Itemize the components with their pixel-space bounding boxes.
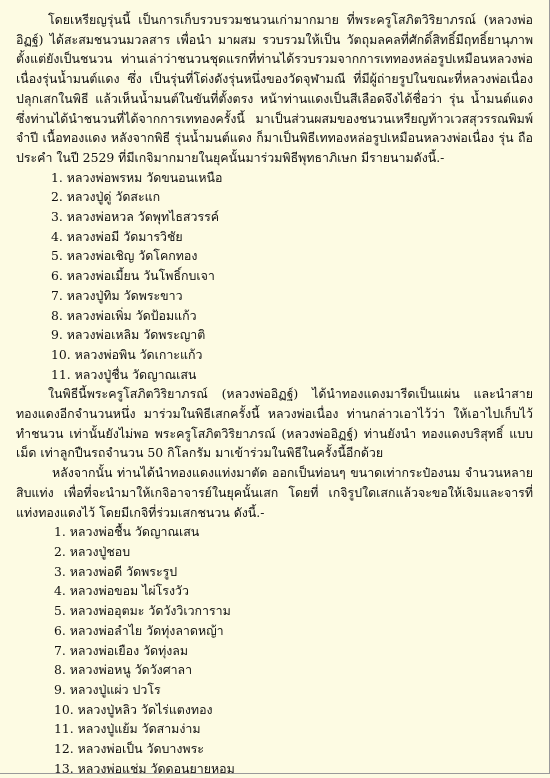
chanuan-blessing-monk-list bbox=[16, 522, 533, 778]
list-item: 7. หลวงพ่อเยือง วัดทุ่งลม bbox=[54, 642, 189, 658]
list-item: 6. หลวงพ่อเมี้ยน วันโพธิ์กบเจา bbox=[51, 268, 215, 284]
list-item: 5. หลวงพ่อเชิญ วัดโคกทอง bbox=[51, 248, 198, 264]
intro-paragraph: โดยเหรียญรุ่นนี้ เป็นการเก็บรวบรวมชนวนเก่ามากมาย ที่พระครูโสภิตวิริยาภรณ์ (หลวงพ่ออิฏฐ์) ได้สะสมชนวนมวลสาร เพื่อนำ มาผสม รวบรวมให้เป็น วัตถุมลคลที่ศักดิ์สิทธิ์มีฤทธิ์ยานุภาพตั้งแต่ยังเป็นชนวน ท่านเล่าว่าชนวนชุดแรกที่ท่านได้รวบรวมจากการเททองหล่อรูปเหมือนหลวงพ่อเนื่องรุ่นน้ำมนต์แดง ซึ่ง เป็นรุ่นที่โด่งดังรุ่นหนึ่งของวัดจุฬามณี ที่มีผู้ถ่ายรูปในขณะที่หลวงพ่อเนื่องปลุกเสกในพิธี แล้วเห็นน้ำมนต์ในขันที่ตั้งตรง หน้าท่านแดงเป็นสีเลือดจึงได้ชื่อว่า รุ่น น้ำมนต์แดง ซึ่งท่านได้นำชนวนที่ได้จากการเททองครั้งนี้ มาเป็นส่วนผสมของชนวนเหรียญท้าวเวสสุวรรณพิมพ์จำปี เนื้อทองแดง หลังจากพิธี รุ่นน้ำมนต์แดง ก็มาเป็นพิธีเททองหล่อรูปเหมือนหลวงพ่อเนื่อง รุ่น ถือประคำ ในปี 2529 ที่มีเกจิมากมายในยุคนั้นมาร่วมพิธีพุทธาภิเษก มีรายนามดังนี้.- bbox=[16, 12, 533, 165]
list-item: 2. หลวงปู่ดู่ วัดสะแก bbox=[51, 189, 161, 205]
list-item: 3. หลวงพ่อดี วัดพระรูป bbox=[54, 563, 178, 579]
copper-offering-paragraph: ในพิธีนี้พระครูโสภิตวิริยาภรณ์ (หลวงพ่ออิฏฐ์) ได้นำทองแดงมารีดเป็นแผ่น และนำสายทองแดงอีกจำนวนหนึ่ง มาร่วมในพิธีเสกครั้งนี้ หลวงพ่อเนื่อง ท่านกล่าวเอาไว้ว่า ให้เอาไปเก็บไว้ ทำชนวน เท่านั้นยังไม่พอ พระครูโสภิตวิริยาภรณ์ (หลวงพ่ออิฏฐ์) ท่านยังนำ ทองแดงบริสุทธิ์ แบบเม็ด เท่าลูกปืนรถจำนวน 50 กิโลกรัม มาเข้าร่วมในพิธีในครั้งนี้อีกด้วย bbox=[16, 386, 533, 461]
list-item: 11. หลวงปู่แย้ม วัดสามง่าม bbox=[54, 721, 201, 737]
list-item: 4. หลวงพ่อขอม ไผ่โรงวัว bbox=[54, 583, 189, 599]
first-ceremony-monk-list bbox=[16, 168, 533, 385]
list-item: 2. หลวงปู่ชอบ bbox=[54, 543, 131, 559]
list-item: 10. หลวงปู่หลิว วัดไร่แตงทอง bbox=[54, 701, 213, 717]
list-item: 8. หลวงพ่อเพิ่ม วัดป้อมแก้ว bbox=[51, 307, 197, 323]
list-item: 10. หลวงพ่อพิน วัดเกาะแก้ว bbox=[51, 346, 203, 362]
list-item: 9. หลวงพ่อเหลิม วัดพระญาติ bbox=[51, 327, 206, 343]
list-item: 3. หลวงพ่อหวล วัดพุทไธสวรรค์ bbox=[51, 209, 220, 225]
copper-bars-paragraph: หลังจากนั้น ท่านได้นำทองแดงแท่งมาตัด ออกเป็นท่อนๆ ขนาดเท่ากระป๋องนม จำนวนหลายสิบแท่ง เพื่อที่จะนำมาให้เกจิอาจารย์ในยุคนั้นเสก โดยที่ เกจิรูปใดเสกแล้วจะขอให้เจิมและจารที่แท่งทองแดงไว้ โดยมีเกจิที่ร่วมเสกชนวน ดังนี้.- bbox=[16, 465, 533, 520]
list-item: 4. หลวงพ่อมี วัดมารวิชัย bbox=[51, 228, 183, 244]
list-item: 6. หลวงพ่อลำไย วัดทุ่งลาดหญ้า bbox=[54, 622, 224, 638]
list-item: 13. หลวงพ่อแช่ม วัดดอนยายหอม bbox=[54, 760, 235, 776]
list-item: 1. หลวงพ่อชื้น วัดญาณเสน bbox=[54, 524, 200, 540]
list-item: 1. หลวงพ่อพรหม วัดขนอนเหนือ bbox=[51, 169, 223, 185]
list-item: 11. หลวงปู่ชื่น วัดญาณเสน bbox=[51, 366, 197, 382]
list-item: 12. หลวงพ่อเป็น วัดบางพระ bbox=[54, 741, 204, 757]
list-item: 9. หลวงปู่แผ่ว ปวโร bbox=[54, 681, 161, 697]
list-item: 7. หลวงปู่ทิม วัดพระขาว bbox=[51, 287, 183, 303]
list-item: 5. หลวงพ่ออุตมะ วัดวังวิเวการาม bbox=[54, 603, 231, 619]
list-item: 8. หลวงพ่อหนู วัดวังศาลา bbox=[54, 662, 193, 678]
